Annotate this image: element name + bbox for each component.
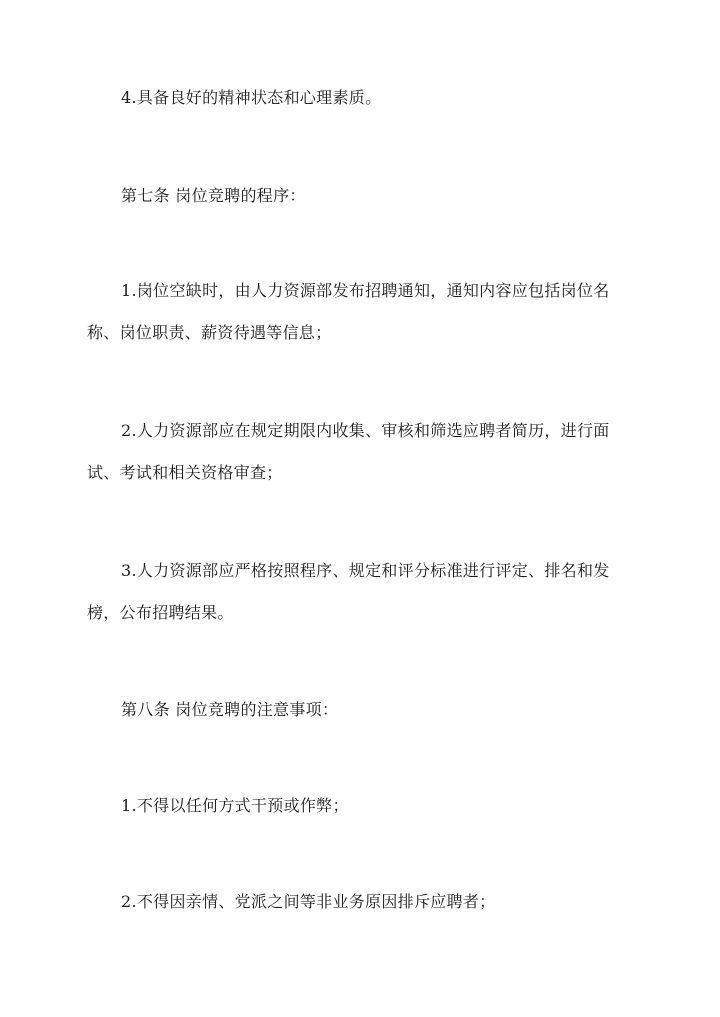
procedure-item-2-line-2: 试、考试和相关资格审查； xyxy=(87,463,283,482)
article-8-heading: 第八条 岗位竞聘的注意事项： xyxy=(121,700,339,719)
list-item-4-requirement: 4.具备良好的精神状态和心理素质。 xyxy=(121,88,382,107)
notice-item-1: 1.不得以任何方式干预或作弊； xyxy=(121,796,349,815)
notice-item-2: 2.不得因亲情、党派之间等非业务原因排斥应聘者； xyxy=(121,892,496,911)
procedure-item-3-line-1: 3.人力资源部应严格按照程序、规定和评分标准进行评定、排名和发 xyxy=(121,561,610,580)
procedure-item-2-line-1: 2.人力资源部应在规定期限内收集、审核和筛选应聘者简历，进行面 xyxy=(121,421,610,440)
procedure-item-1-line-2: 称、岗位职责、薪资待遇等信息； xyxy=(87,323,332,342)
article-7-heading: 第七条 岗位竞聘的程序： xyxy=(121,186,306,205)
procedure-item-1-line-1: 1.岗位空缺时，由人力资源部发布招聘通知，通知内容应包括岗位名 xyxy=(121,281,610,300)
procedure-item-3-line-2: 榜，公布招聘结果。 xyxy=(87,603,234,622)
